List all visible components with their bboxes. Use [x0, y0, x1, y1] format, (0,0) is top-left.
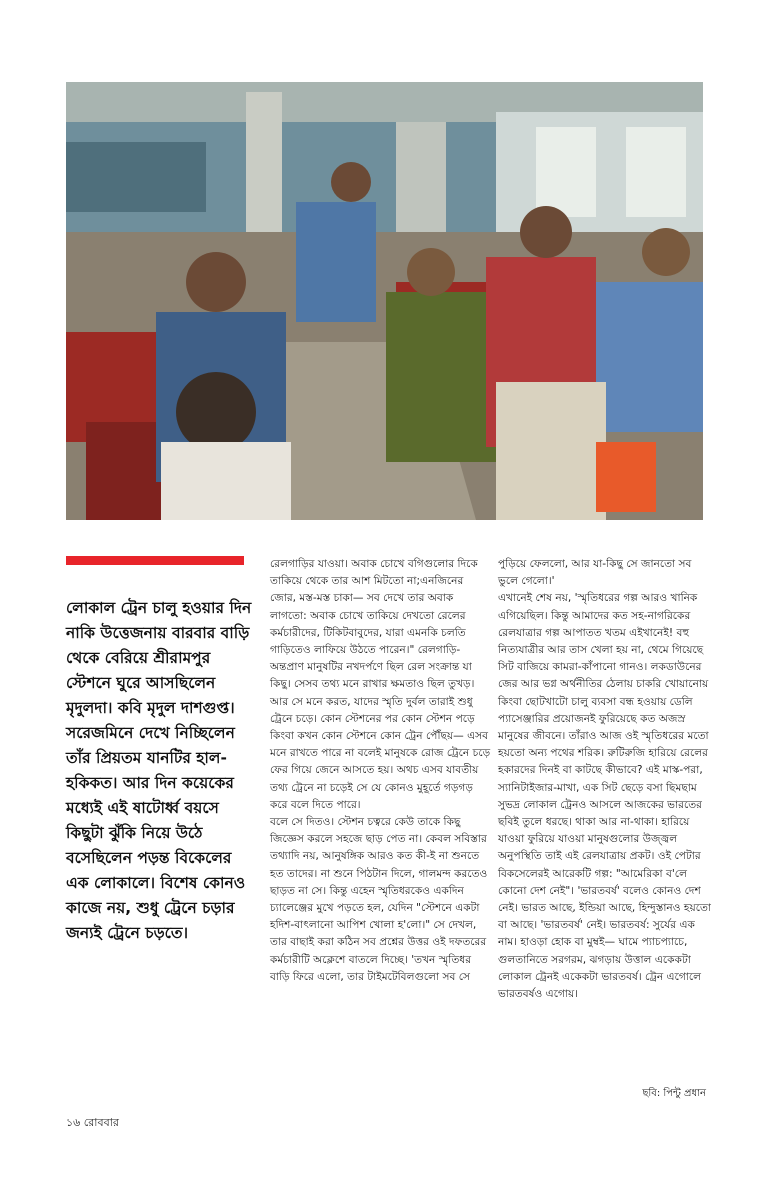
article-column-1	[270, 556, 492, 986]
article-column-2-text: পুড়িয়ে ফেললো, আর যা-কিছু সে জানতো সব ভুলে গেলো।' এখানেই শেষ নয়, 'স্মৃতিধরের গল্প আরও খানিক এগিয়েছিল। কিন্তু আমাদের কত সহ-নাগরিকের রেলযাত্রার গল্প আপাতত খতম এইখানেই! বহু নিত্যযাত্রীর আর তাস খেলা হয় না, থেমে গিয়েছে সিট বাজিয়ে কামরা-কাঁপানো গানও। লকডাউনের জের আর ভগ্ন অর্থনীতির ঠেলায় চাকরি খোয়ানোয় কিংবা ছোটখাটো চালু ব্যবসা বন্ধ হওয়ায় ডেলি প্যাসেঞ্জারির প্রয়োজনই ফুরিয়েছে কত অজস্র মানুষের জীবনে। তাঁরাও আজ ওই স্মৃতিধরের মতো হয়তো অন্য পথের শরিক। রুটিরুজি হারিয়ে রেলের হকারদের দিনই বা কাটছে কীভাবে? এই মাস্ক-পরা, স্যানিটাইজার-মাখা, এক সিট ছেড়ে বসা ছিমছাম সুভদ্র লোকাল ট্রেনও আসলে আজকের ভারতের ছবিই তুলে ধরছে। থাকা আর না-থাকা। হারিয়ে যাওয়া ফুরিয়ে যাওয়া মানুষগুলোর উজ্জ্বল অনুপস্থিতি তাই এই রেলযাত্রায় প্রকট। ওই পেটার বিকসেলেরই আরেকটি গল্প: "আমেরিকা ব'লে কোনো দেশ নেই"। 'ভারতবর্ষ' বলেও কোনও দেশ নেই। ভারত আছে, ইন্ডিয়া আছে, হিন্দুস্তানও হয়তো বা আছে। 'ভারতবর্ষ' নেই। ভারতবর্ষ: সুর্যের এক নাম। হাওড়া হোক বা মুম্বই— ঘামে প্যাচপ্যাচে, গুলতানিতে সরগরম, ঝগড়ায় উত্তাল একেকটা লোকাল ট্রেনই একেকটা ভারতবর্ষ। ট্রেন এগোলে ভারতবর্ষও এগোয়।	[498, 558, 711, 1001]
accent-bar	[66, 556, 244, 565]
train-passengers-photo	[66, 82, 703, 520]
article-column-1-text: রেলগাড়ির যাওয়া। অবাক চোখে বগিগুলোর দিকে তাকিয়ে থেকে তার আশ মিটতো না;এনজিনের জোর, মস্ত-মস্ত চাকা— সব দেখে তার অবাক লাগতো: অবাক চোখে তাকিয়ে দেখতো রেলের কর্মচারীদের, টিকিটবাবুদের, যারা এমনকি চলতি গাড়িতেও লাফিয়ে উঠতে পারেন।" রেলগাড়ি-অন্তপ্রাণ মানুষটির নখদর্পণে ছিল রেল সংক্রান্ত যা কিছু। সেসব তথ্য মনে রাখার ক্ষমতাও ছিল তুখড়। আর সে মনে করত, যাদের স্মৃতি দুর্বল তারাই শুধু ট্রেনে চড়ে। কোন স্টেশনের পর কোন স্টেশন পড়ে কিংবা কখন কোন স্টেশনে কোন ট্রেন পৌঁছয়— এসব মনে রাখতে পারে না বলেই মানুষকে রোজ ট্রেনে চড়ে ফের গিয়ে জেনে আসতে হয়। অথচ এসব যাবতীয় তথ্য ট্রেনে না চড়েই সে যে কোনও মুহূর্তে গড়গড় করে বলে দিতে পারে। বলে সে দিতও। স্টেশন চত্বরে কেউ তাকে কিছু জিজ্ঞেস করলে সহজে ছাড় পেত না। কেবল সবিস্তার তথ্যাদি নয়, আনুষঙ্গিক আরও কত কী-ই না শুনতে হত তাদের। না শুনে পিঠটান দিলে, গালমন্দ করতেও ছাড়ত না সে। কিন্তু এহেন স্মৃতিধরকেও একদিন চ্যালেঞ্জের মুখে পড়তে হল, যেদিন "স্টেশনে একটা হদিশ-বাৎলানো আপিশ খোলা হ'লো।" সে দেখল, তার বাছাই করা কঠিন সব প্রশ্নের উত্তর ওই দফতরের কর্মচারীটি অক্লেশে বাতলে দিচ্ছে। 'তখন স্মৃতিধর বাড়ি ফিরে এলো, তার টাইমটেবিলগুলো সব সে	[270, 558, 491, 983]
article-column-2	[498, 556, 712, 1003]
article-intro: লোকাল ট্রেন চালু হওয়ার দিন নাকি উত্তেজনায় বারবার বাড়ি থেকে বেরিয়ে শ্রীরামপুর স্টেশনে ঘুরে আসছিলেন মৃদুলদা। কবি মৃদুল দাশগুপ্ত। সরেজমিনে দেখে নিচ্ছিলেন তাঁর প্রিয়তম যানটির হাল-হকিকত। আর দিন কয়েকের মধ্যেই এই ষাটোর্ধ্ব বয়সে কিছুটা ঝুঁকি নিয়ে উঠে বসেছিলেন পড়ন্ত বিকেলের এক লোকালে। বিশেষ কোনও কাজে নয়, শুধু ট্রেনে চড়ার জন্যই ট্রেনে চড়তে।	[66, 599, 252, 942]
article-photo	[66, 82, 703, 520]
photo-credit: ছবি: পিন্টু প্রধান	[642, 1088, 706, 1099]
page-footer-label: ১৬ রোববার	[66, 1116, 119, 1129]
